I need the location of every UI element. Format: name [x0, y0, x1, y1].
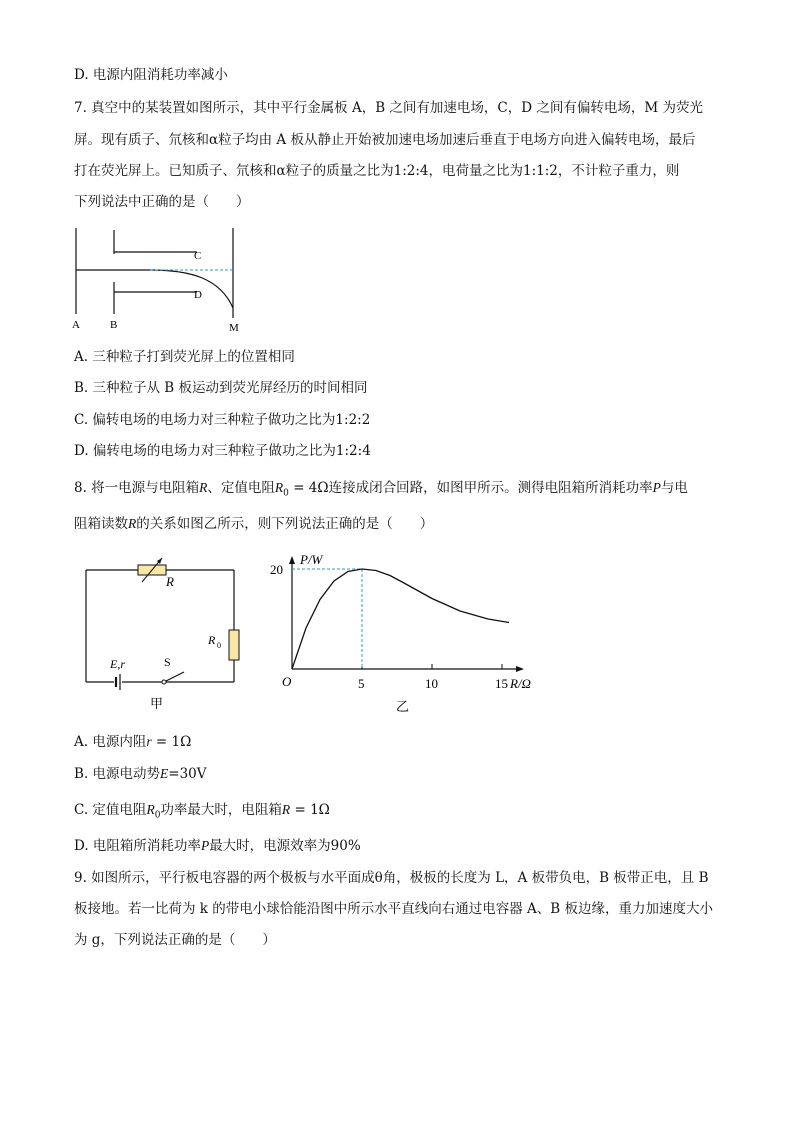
q7-line-1: 7. 真空中的某装置如图所示，其中平行金属板 A，B 之间有加速电场，C，D 之间有偏转电场，M 为荧光 — [74, 100, 703, 116]
circuit-label-er: E,r — [110, 657, 125, 671]
q9-line-3: 为 g，下列说法正确的是（ ） — [74, 932, 276, 948]
circuit-diagram — [80, 556, 250, 716]
x-tick-label: 15 — [495, 676, 508, 691]
q7-option-a: A. 三种粒子打到荧光屏上的位置相同 — [74, 349, 295, 365]
label-b: B — [110, 319, 118, 331]
q8-option-c: C. 定值电阻$R_0$功率最大时，电阻箱R = 1Ω — [74, 802, 330, 821]
x-tick-label: 10 — [425, 676, 438, 691]
power-curve — [292, 569, 509, 669]
circuit-label-r0-sub: 0 — [217, 641, 221, 650]
q7-line-4: 下列说法中正确的是（ ） — [74, 194, 250, 210]
q9-line-2: 板接地。若一比荷为 k 的带电小球恰能沿图中所示水平直线向右通过电容器 A、B 板边缘，重力加速度大小 — [74, 901, 714, 917]
label-m: M — [229, 322, 239, 334]
q7-option-c: C. 偏转电场的电场力对三种粒子做功之比为1:2:2 — [74, 412, 371, 428]
label-c: C — [194, 250, 202, 262]
circuit-label-r0: R — [208, 633, 216, 647]
q7-option-b: B. 三种粒子从 B 板运动到荧光屏经历的时间相同 — [74, 380, 368, 396]
q8-option-a: A. 电源内阻r = 1Ω — [74, 734, 192, 750]
q7-figure — [70, 222, 260, 336]
q7-line-2: 屏。现有质子、氘核和α粒子均由 A 板从静止开始被加速电场加速后垂直于电场方向进入偏转电场，最后 — [74, 132, 696, 148]
q9-line-1: 9. 如图所示，平行板电容器的两个极板与水平面成θ角，极板的长度为 L，A 板带负电，B 板带正电，且 B — [74, 870, 709, 886]
q8-line-1: 8. 将一电源与电阻箱R、定值电阻$R_0 = 4\Omega$连接成闭合回路，如图甲所示。测得电阻箱所消耗功率P与电 — [74, 480, 688, 499]
q7-line-3: 打在荧光屏上。已知质子、氘核和α粒子的质量之比为1:2:4，电荷量之比为1:1:2，不计粒子重力，则 — [74, 163, 680, 179]
y-axis-label: P/W — [300, 552, 323, 567]
q8-line-2: 阻箱读数R的关系如图乙所示，则下列说法正确的是（ ） — [74, 516, 434, 532]
x-axis-label: R/Ω — [510, 676, 531, 691]
origin-label: O — [282, 674, 292, 689]
q8-option-b: B. 电源电动势E=30V — [74, 766, 207, 782]
q8-option-d: D. 电阻箱所消耗功率P最大时，电源效率为90% — [74, 838, 361, 854]
y-tick-label: 20 — [270, 562, 283, 577]
label-a: A — [72, 319, 80, 331]
circuit-label-r: R — [166, 574, 174, 589]
circuit-label-s: S — [164, 655, 171, 669]
circuit-caption: 甲 — [150, 696, 164, 711]
x-tick-label: 5 — [358, 676, 365, 691]
label-d: D — [194, 289, 202, 301]
graph-caption: 乙 — [396, 699, 410, 714]
prev-option-d: D. 电源内阻消耗功率减小 — [74, 67, 228, 83]
q7-option-d: D. 偏转电场的电场力对三种粒子做功之比为1:2:4 — [74, 443, 371, 459]
power-graph — [270, 548, 550, 716]
